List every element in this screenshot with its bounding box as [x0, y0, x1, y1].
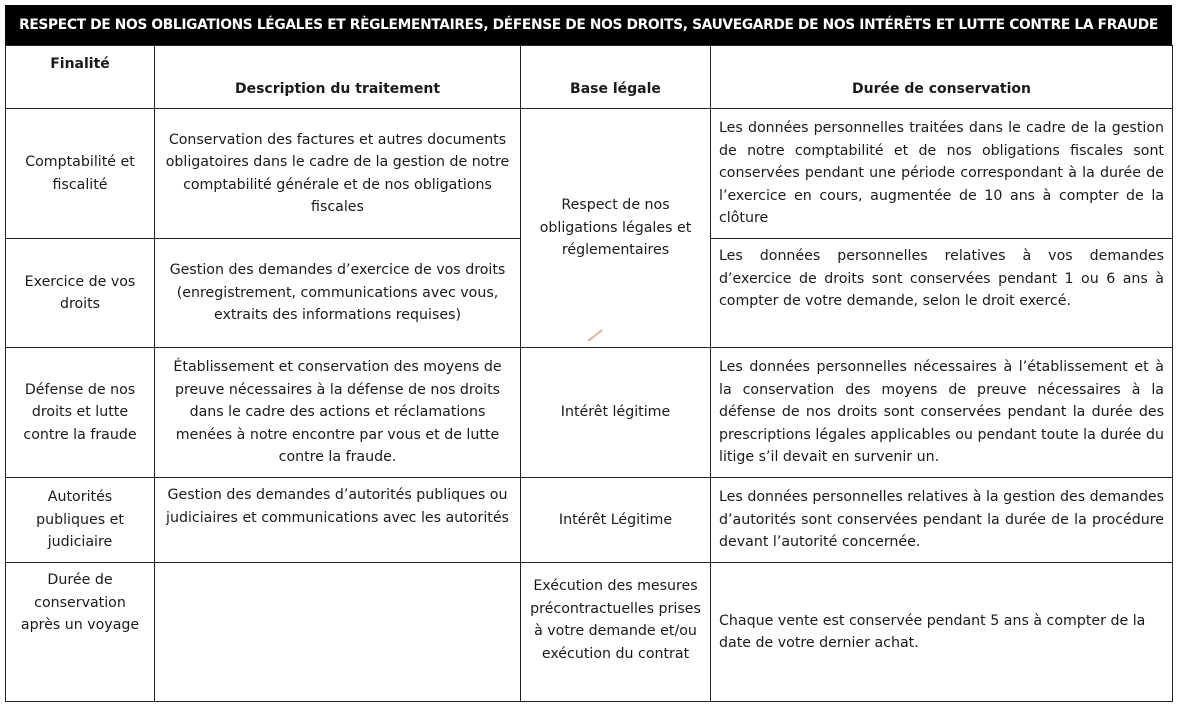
cell-description: Établissement et conservation des moyens de preuve nécessaires à la défense de nos droits dans le cadre des actions et réclamations menées à notre encontre par vous et de lutte contre la fraude.: [155, 348, 521, 478]
table-row: [6, 478, 1173, 563]
cell-duree: Les données personnelles traitées dans le cadre de la gestion de notre comptabilité et de nos obligations fiscales sont conservées pendant une période correspondant à la durée de l’exercice en cours, augmentée de 10 ans à compter de la clôture: [711, 109, 1173, 239]
cell-description: Gestion des demandes d’autorités publiques ou judiciaires et communications avec les autorités: [155, 478, 521, 563]
cell-duree: Les données personnelles relatives à vos demandes d’exercice de droits sont conservées pendant 1 ou 6 ans à compter de votre demande, selon le droit exercé.: [711, 239, 1173, 348]
cell-finalite: Comptabilité et fiscalité: [6, 109, 155, 239]
cell-finalite: Exercice de vos droits: [6, 239, 155, 348]
cell-base-legale: Exécution des mesures précontractuelles prises à votre demande et/ou exécution du contrat: [521, 563, 711, 702]
cell-finalite: Autorités publiques et judiciaire: [6, 478, 155, 563]
header-duree: Durée de conservation: [711, 46, 1173, 109]
header-base-legale: Base légale: [521, 46, 711, 109]
cell-duree: Les données personnelles nécessaires à l’établissement et à la conservation des moyens de preuve nécessaires à la défense de nos droits sont conservées pendant la durée des prescriptions légales applicables ou pendant toute la durée du litige s’il devait en survenir un.: [711, 348, 1173, 478]
table-row: [6, 348, 1173, 478]
header-finalite: Finalité: [6, 46, 155, 109]
cell-finalite: Défense de nos droits et lutte contre la fraude: [6, 348, 155, 478]
cell-duree: Les données personnelles relatives à la gestion des demandes d’autorités sont conservées pendant la durée de la procédure devant l’autorité concernée.: [711, 478, 1173, 563]
table-title: RESPECT DE NOS OBLIGATIONS LÉGALES ET RÈGLEMENTAIRES, DÉFENSE DE NOS DROITS, SAUVEGARDE DE NOS INTÉRÊTS ET LUTTE CONTRE LA FRAUDE: [5, 5, 1172, 45]
retention-table: [5, 45, 1173, 702]
retention-document: [5, 5, 1172, 702]
cell-base-legale: Intérêt légitime: [521, 348, 711, 478]
header-row: [6, 46, 1173, 109]
table-row: [6, 563, 1173, 702]
cell-duree: Chaque vente est conservée pendant 5 ans à compter de la date de votre dernier achat.: [711, 563, 1173, 702]
table-row: [6, 109, 1173, 239]
cell-finalite: Durée de conservation après un voyage: [6, 563, 155, 702]
cell-description: [155, 563, 521, 702]
header-description: Description du traitement: [155, 46, 521, 109]
cell-description: Gestion des demandes d’exercice de vos droits (enregistrement, communications avec vous, extraits des informations requises): [155, 239, 521, 348]
cell-base-legale: Intérêt Légitime: [521, 478, 711, 563]
cell-base-legale-merged: Respect de nos obligations légales et réglementaires: [521, 109, 711, 348]
cell-description: Conservation des factures et autres documents obligatoires dans le cadre de la gestion de notre comptabilité générale et de nos obligations fiscales: [155, 109, 521, 239]
